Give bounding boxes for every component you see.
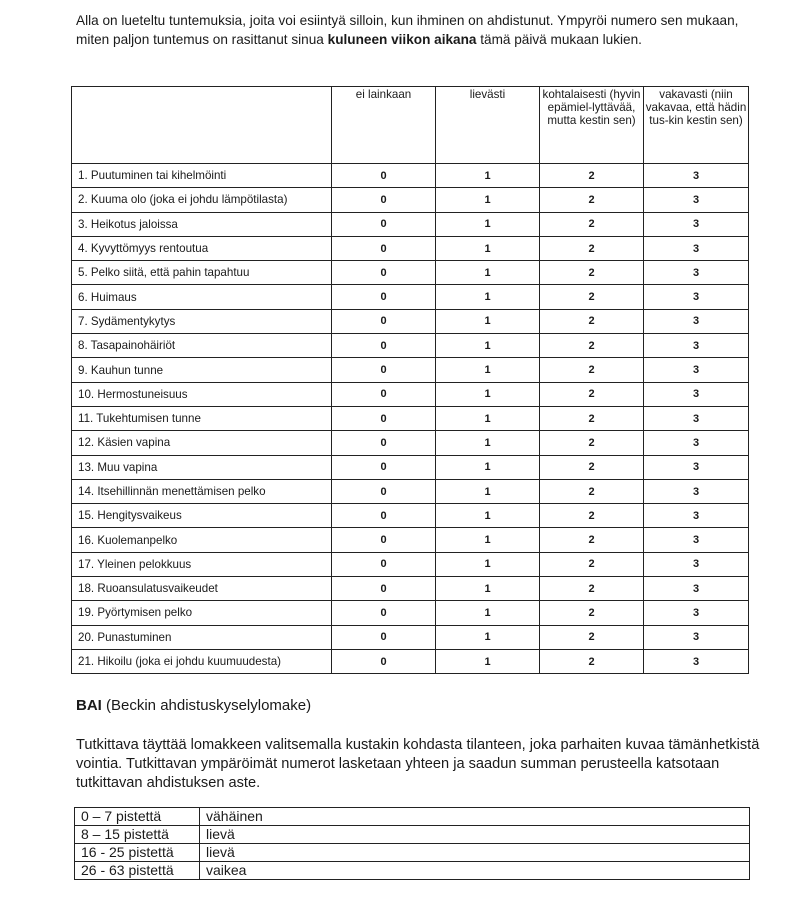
score-option-2[interactable]: 2 bbox=[540, 236, 644, 260]
bai-title bbox=[76, 697, 311, 714]
score-option-1[interactable]: 1 bbox=[436, 285, 540, 309]
score-option-2[interactable]: 2 bbox=[540, 504, 644, 528]
score-option-3[interactable]: 3 bbox=[644, 212, 749, 236]
score-option-0[interactable]: 0 bbox=[332, 601, 436, 625]
symptom-label: 13. Muu vapina bbox=[72, 455, 332, 479]
symptom-label: 2. Kuuma olo (joka ei johdu lämpötilasta) bbox=[72, 188, 332, 212]
score-option-0[interactable]: 0 bbox=[332, 577, 436, 601]
intro-text: Alla on lueteltu tuntemuksia, joita voi esiintyä silloin, kun ihminen on ahdistunut. Ympyröi numero sen mukaan, miten paljon tuntemus on rasittanut sinua bbox=[76, 13, 739, 47]
score-option-3[interactable]: 3 bbox=[644, 528, 749, 552]
table-row bbox=[72, 552, 749, 576]
score-option-3[interactable]: 3 bbox=[644, 504, 749, 528]
score-option-3[interactable]: 3 bbox=[644, 479, 749, 503]
table-row bbox=[72, 334, 749, 358]
symptom-label: 15. Hengitysvaikeus bbox=[72, 504, 332, 528]
score-option-3[interactable]: 3 bbox=[644, 577, 749, 601]
score-option-2[interactable]: 2 bbox=[540, 382, 644, 406]
score-option-1[interactable]: 1 bbox=[436, 625, 540, 649]
symptom-label: 19. Pyörtymisen pelko bbox=[72, 601, 332, 625]
bai-questionnaire-table bbox=[71, 86, 749, 674]
score-range: 16 - 25 pistettä bbox=[75, 844, 200, 862]
score-option-0[interactable]: 0 bbox=[332, 164, 436, 188]
score-option-2[interactable]: 2 bbox=[540, 431, 644, 455]
score-option-2[interactable]: 2 bbox=[540, 552, 644, 576]
score-option-2[interactable]: 2 bbox=[540, 528, 644, 552]
score-option-2[interactable]: 2 bbox=[540, 601, 644, 625]
anxiety-level: lievä bbox=[200, 844, 750, 862]
score-option-1[interactable]: 1 bbox=[436, 382, 540, 406]
score-option-1[interactable]: 1 bbox=[436, 261, 540, 285]
score-option-3[interactable]: 3 bbox=[644, 382, 749, 406]
symptom-label: 16. Kuolemanpelko bbox=[72, 528, 332, 552]
score-option-3[interactable]: 3 bbox=[644, 431, 749, 455]
score-option-2[interactable]: 2 bbox=[540, 577, 644, 601]
score-option-3[interactable]: 3 bbox=[644, 625, 749, 649]
symptom-label: 7. Sydämentykytys bbox=[72, 309, 332, 333]
score-option-0[interactable]: 0 bbox=[332, 188, 436, 212]
score-option-0[interactable]: 0 bbox=[332, 455, 436, 479]
anxiety-level: lievä bbox=[200, 826, 750, 844]
score-option-1[interactable]: 1 bbox=[436, 309, 540, 333]
symptom-label: 14. Itsehillinnän menettämisen pelko bbox=[72, 479, 332, 503]
score-option-1[interactable]: 1 bbox=[436, 577, 540, 601]
symptom-label: 10. Hermostuneisuus bbox=[72, 382, 332, 406]
score-option-2[interactable]: 2 bbox=[540, 285, 644, 309]
score-option-2[interactable]: 2 bbox=[540, 479, 644, 503]
intro-emphasis: kuluneen viikon aikana bbox=[327, 32, 477, 47]
score-option-2[interactable]: 2 bbox=[540, 164, 644, 188]
scoring-table bbox=[74, 807, 750, 880]
symptom-label: 9. Kauhun tunne bbox=[72, 358, 332, 382]
score-option-3[interactable]: 3 bbox=[644, 236, 749, 260]
score-option-2[interactable]: 2 bbox=[540, 649, 644, 673]
score-option-1[interactable]: 1 bbox=[436, 504, 540, 528]
score-option-1[interactable]: 1 bbox=[436, 649, 540, 673]
bai-abbreviation: BAI bbox=[76, 697, 102, 714]
table-row bbox=[72, 431, 749, 455]
score-option-3[interactable]: 3 bbox=[644, 455, 749, 479]
score-option-3[interactable]: 3 bbox=[644, 334, 749, 358]
table-row bbox=[72, 212, 749, 236]
score-option-3[interactable]: 3 bbox=[644, 164, 749, 188]
score-option-3[interactable]: 3 bbox=[644, 285, 749, 309]
score-option-0[interactable]: 0 bbox=[332, 552, 436, 576]
score-option-2[interactable]: 2 bbox=[540, 625, 644, 649]
score-option-2[interactable]: 2 bbox=[540, 188, 644, 212]
scoring-row bbox=[75, 808, 750, 826]
score-option-2[interactable]: 2 bbox=[540, 358, 644, 382]
table-row bbox=[72, 406, 749, 430]
table-row bbox=[72, 285, 749, 309]
score-option-0[interactable]: 0 bbox=[332, 649, 436, 673]
score-option-3[interactable]: 3 bbox=[644, 406, 749, 430]
item-rows bbox=[72, 164, 749, 674]
item-header bbox=[72, 87, 332, 164]
score-option-0[interactable]: 0 bbox=[332, 358, 436, 382]
score-option-0[interactable]: 0 bbox=[332, 479, 436, 503]
scoring-row bbox=[75, 826, 750, 844]
score-option-1[interactable]: 1 bbox=[436, 528, 540, 552]
score-option-0[interactable]: 0 bbox=[332, 212, 436, 236]
symptom-label: 6. Huimaus bbox=[72, 285, 332, 309]
score-option-0[interactable]: 0 bbox=[332, 431, 436, 455]
scoring-row bbox=[75, 844, 750, 862]
symptom-label: 4. Kyvyttömyys rentoutua bbox=[72, 236, 332, 260]
scoring-rows bbox=[75, 808, 750, 880]
symptom-label: 12. Käsien vapina bbox=[72, 431, 332, 455]
score-option-1[interactable]: 1 bbox=[436, 601, 540, 625]
score-option-1[interactable]: 1 bbox=[436, 188, 540, 212]
symptom-label: 17. Yleinen pelokkuus bbox=[72, 552, 332, 576]
score-option-1[interactable]: 1 bbox=[436, 455, 540, 479]
score-option-0[interactable]: 0 bbox=[332, 406, 436, 430]
score-option-3[interactable]: 3 bbox=[644, 552, 749, 576]
score-option-0[interactable]: 0 bbox=[332, 382, 436, 406]
score-option-2[interactable]: 2 bbox=[540, 212, 644, 236]
score-option-0[interactable]: 0 bbox=[332, 285, 436, 309]
score-option-0[interactable]: 0 bbox=[332, 309, 436, 333]
score-option-0[interactable]: 0 bbox=[332, 528, 436, 552]
score-option-3[interactable]: 3 bbox=[644, 261, 749, 285]
table-row bbox=[72, 382, 749, 406]
score-range: 8 – 15 pistettä bbox=[75, 826, 200, 844]
score-option-1[interactable]: 1 bbox=[436, 552, 540, 576]
table-row bbox=[72, 625, 749, 649]
table-row bbox=[72, 309, 749, 333]
score-option-3[interactable]: 3 bbox=[644, 309, 749, 333]
table-row bbox=[72, 601, 749, 625]
score-option-1[interactable]: 1 bbox=[436, 334, 540, 358]
header-mild: lievästi bbox=[436, 87, 540, 164]
table-row bbox=[72, 649, 749, 673]
header-severe: vakavasti (niin vakavaa, että hädin tus-kin kestin sen) bbox=[644, 87, 749, 164]
table-row bbox=[72, 236, 749, 260]
anxiety-level: vaikea bbox=[200, 862, 750, 880]
table-row bbox=[72, 504, 749, 528]
score-option-1[interactable]: 1 bbox=[436, 406, 540, 430]
score-option-0[interactable]: 0 bbox=[332, 625, 436, 649]
score-option-1[interactable]: 1 bbox=[436, 479, 540, 503]
header-none: ei lainkaan bbox=[332, 87, 436, 164]
intro-text-end: tämä päivä mukaan lukien. bbox=[476, 32, 642, 47]
symptom-label: 21. Hikoilu (joka ei johdu kuumuudesta) bbox=[72, 649, 332, 673]
score-option-0[interactable]: 0 bbox=[332, 504, 436, 528]
score-option-2[interactable]: 2 bbox=[540, 309, 644, 333]
score-option-3[interactable]: 3 bbox=[644, 649, 749, 673]
symptom-label: 20. Punastuminen bbox=[72, 625, 332, 649]
score-option-3[interactable]: 3 bbox=[644, 601, 749, 625]
score-range: 0 – 7 pistettä bbox=[75, 808, 200, 826]
score-option-2[interactable]: 2 bbox=[540, 334, 644, 358]
score-option-2[interactable]: 2 bbox=[540, 261, 644, 285]
table-row bbox=[72, 577, 749, 601]
symptom-label: 5. Pelko siitä, että pahin tapahtuu bbox=[72, 261, 332, 285]
score-option-3[interactable]: 3 bbox=[644, 188, 749, 212]
score-option-1[interactable]: 1 bbox=[436, 358, 540, 382]
score-option-1[interactable]: 1 bbox=[436, 164, 540, 188]
header-moderate: kohtalaisesti (hyvin epämiel-lyttävää, mutta kestin sen) bbox=[540, 87, 644, 164]
table-row bbox=[72, 164, 749, 188]
table-row bbox=[72, 455, 749, 479]
score-option-1[interactable]: 1 bbox=[436, 236, 540, 260]
score-option-2[interactable]: 2 bbox=[540, 455, 644, 479]
anxiety-level: vähäinen bbox=[200, 808, 750, 826]
symptom-label: 11. Tukehtumisen tunne bbox=[72, 406, 332, 430]
score-option-3[interactable]: 3 bbox=[644, 358, 749, 382]
table-row bbox=[72, 188, 749, 212]
score-option-0[interactable]: 0 bbox=[332, 334, 436, 358]
score-option-0[interactable]: 0 bbox=[332, 236, 436, 260]
scoring-row bbox=[75, 862, 750, 880]
symptom-label: 18. Ruoansulatusvaikeudet bbox=[72, 577, 332, 601]
symptom-label: 8. Tasapainohäiriöt bbox=[72, 334, 332, 358]
bai-full-name: (Beckin ahdistuskyselylomake) bbox=[101, 697, 312, 714]
table-row bbox=[72, 261, 749, 285]
symptom-label: 3. Heikotus jaloissa bbox=[72, 212, 332, 236]
score-option-1[interactable]: 1 bbox=[436, 431, 540, 455]
score-option-0[interactable]: 0 bbox=[332, 261, 436, 285]
intro-paragraph bbox=[76, 11, 756, 49]
table-row bbox=[72, 479, 749, 503]
header-row bbox=[72, 87, 749, 164]
table-row bbox=[72, 358, 749, 382]
symptom-label: 1. Puutuminen tai kihelmöinti bbox=[72, 164, 332, 188]
score-range: 26 - 63 pistettä bbox=[75, 862, 200, 880]
score-option-2[interactable]: 2 bbox=[540, 406, 644, 430]
score-option-1[interactable]: 1 bbox=[436, 212, 540, 236]
table-row bbox=[72, 528, 749, 552]
instructions-paragraph: Tutkittava täyttää lomakkeen valitsemalla kustakin kohdasta tilanteen, joka parhaiten kuvaa tämänhetkistä vointia. Tutkittavan ympäröimät numerot lasketaan yhteen ja saadun summan perusteella katsotaan tutkittavan ahdistuksen aste. bbox=[76, 737, 760, 791]
